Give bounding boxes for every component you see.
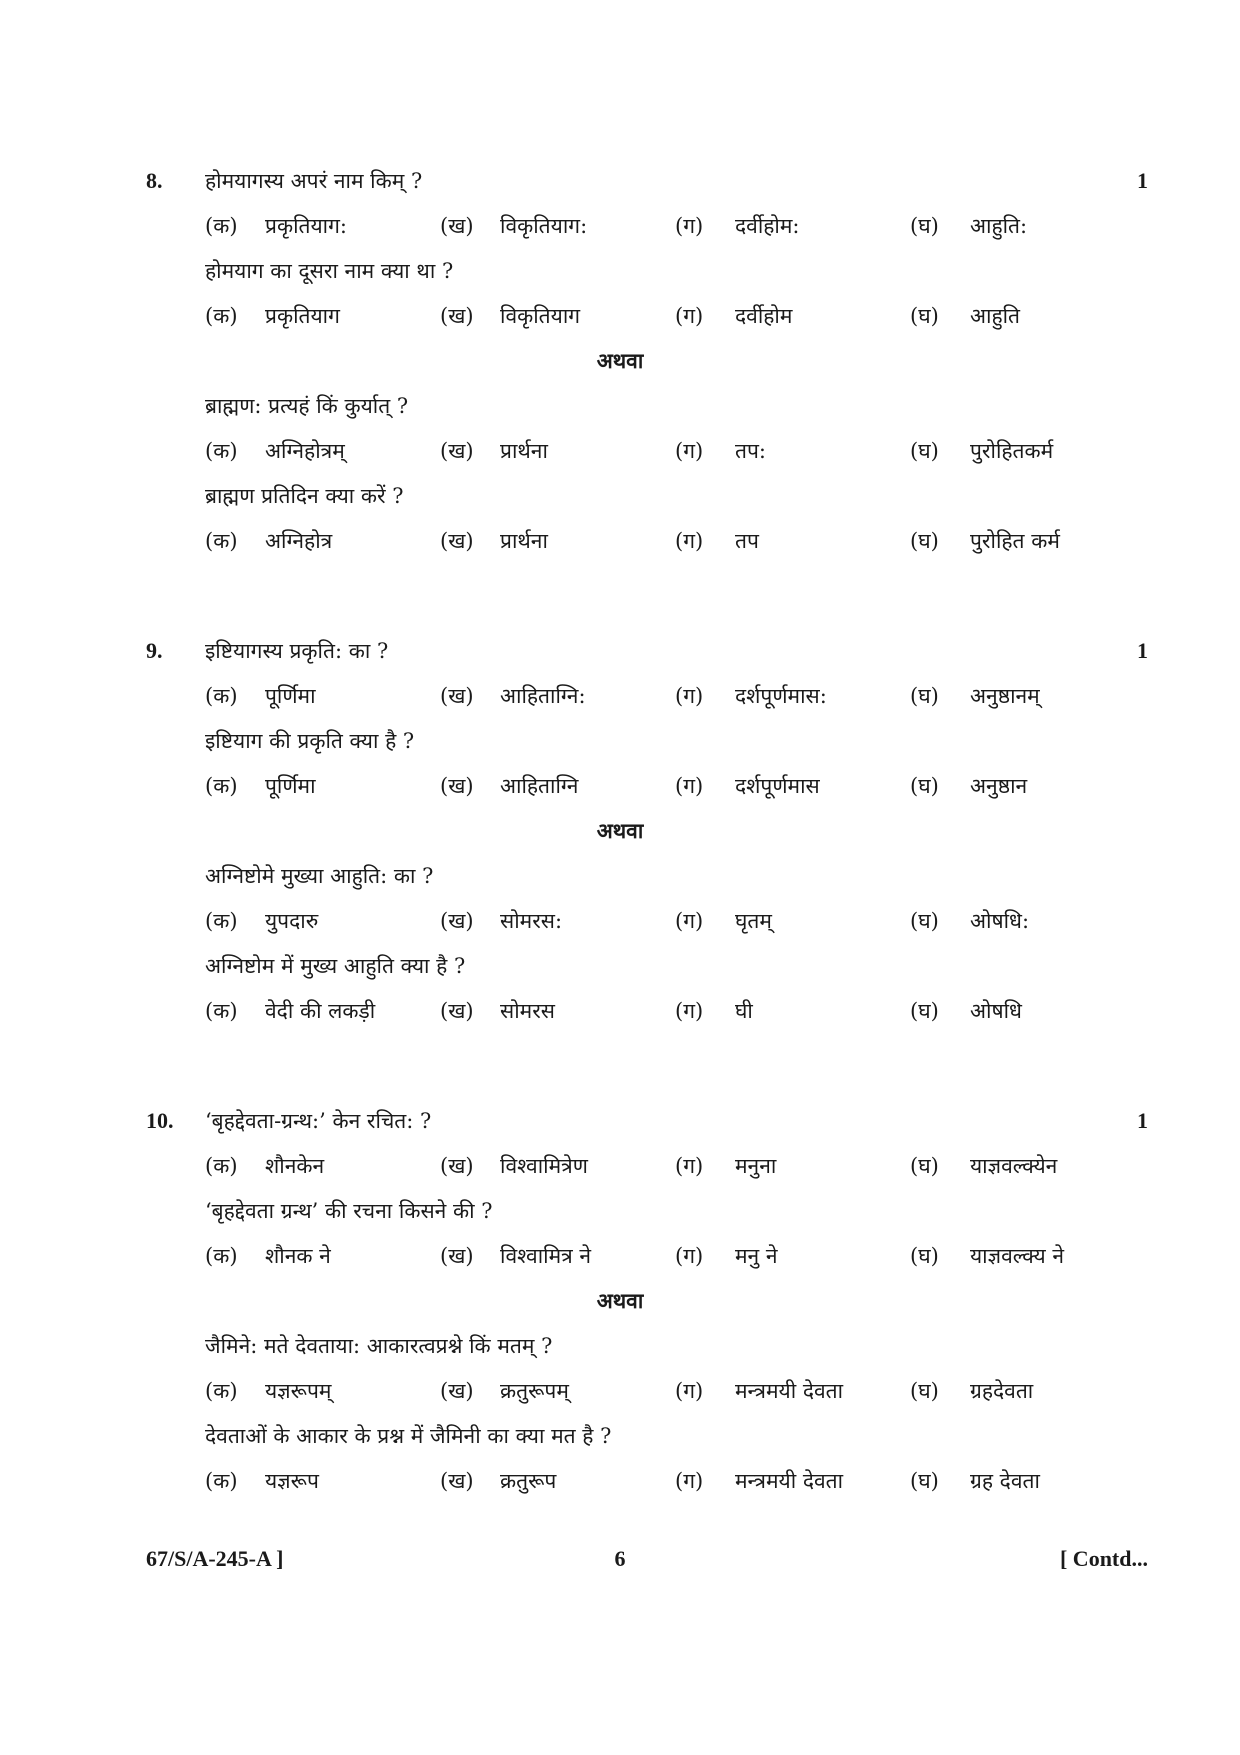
- option-ka: (क) युपदारु: [205, 909, 319, 933]
- option-kha: (ख) आहिताग्नि: [440, 774, 579, 798]
- alt-question-text-hindi: देवताओं के आकार के प्रश्न में जैमिनी का क्या मत है ?: [205, 1424, 612, 1448]
- option-gha: (घ) अनुष्ठानम्: [910, 684, 1040, 708]
- option-ga: (ग) मनुना: [675, 1154, 777, 1178]
- or-divider: अथवा: [596, 1288, 644, 1313]
- option-kha: (ख) विश्वामित्रेण: [440, 1154, 588, 1178]
- option-gha: (घ) आहुति:: [910, 214, 1028, 238]
- or-divider: अथवा: [596, 818, 644, 843]
- option-ka: (क) शौनक ने: [205, 1244, 331, 1268]
- alt-question-text-sanskrit: ब्राह्मण: प्रत्यहं किं कुर्यात् ?: [205, 394, 409, 418]
- option-ga: (ग) दर्शपूर्णमास: [675, 774, 820, 798]
- option-gha: (घ) याज्ञवल्क्येन: [910, 1154, 1058, 1178]
- options-hindi: [205, 1238, 1140, 1274]
- question-number: 9.: [146, 638, 163, 663]
- option-kha: (ख) क्रतुरूप: [440, 1469, 557, 1493]
- marks: 1: [1137, 638, 1148, 663]
- question-text-hindi: इष्टियाग की प्रकृति क्या है ?: [205, 729, 415, 753]
- question-number: 8.: [146, 168, 163, 193]
- paper-code: 67/S/A-245-A ]: [146, 1546, 284, 1571]
- option-gha: (घ) पुरोहित कर्म: [910, 529, 1060, 553]
- option-kha: (ख) सोमरस: [440, 999, 555, 1023]
- options-hindi: [205, 298, 1140, 334]
- option-gha: (घ) अनुष्ठान: [910, 774, 1028, 798]
- option-ga: (ग) तप:: [675, 439, 766, 463]
- question-text-sanskrit: इष्टियागस्य प्रकृति: का ?: [205, 639, 389, 663]
- options-hindi: [205, 768, 1140, 804]
- alt-options-hindi: [205, 993, 1140, 1029]
- option-gha: (घ) याज्ञवल्क्य ने: [910, 1244, 1064, 1268]
- option-kha: (ख) विकृतियाग: [440, 304, 581, 328]
- option-gha: (घ) ग्रहदेवता: [910, 1379, 1034, 1403]
- option-ka: (क) पूर्णिमा: [205, 774, 316, 798]
- option-ka: (क) शौनकेन: [205, 1154, 325, 1178]
- question-text-sanskrit: होमयागस्य अपरं नाम किम् ?: [205, 169, 423, 193]
- option-ka: (क) प्रकृतियाग: [205, 304, 340, 328]
- option-ga: (ग) घृतम्: [675, 909, 772, 933]
- option-ka: (क) प्रकृतियाग:: [205, 214, 348, 238]
- option-gha: (घ) ओषधि: [910, 999, 1022, 1023]
- option-ga: (ग) दर्शपूर्णमास:: [675, 684, 827, 708]
- question-number: 10.: [146, 1108, 174, 1133]
- option-kha: (ख) क्रतुरूपम्: [440, 1379, 569, 1403]
- alt-options-sanskrit: [205, 903, 1140, 939]
- option-kha: (ख) सोमरस:: [440, 909, 563, 933]
- option-ka: (क) यज्ञरूप: [205, 1469, 319, 1493]
- option-gha: (घ) पुरोहितकर्म: [910, 439, 1054, 463]
- option-kha: (ख) प्रार्थना: [440, 529, 548, 553]
- alt-options-sanskrit: [205, 1373, 1140, 1409]
- question-text-hindi: होमयाग का दूसरा नाम क्या था ?: [205, 259, 454, 283]
- question-text-hindi: ‘बृहद्देवता ग्रन्थ’ की रचना किसने की ?: [205, 1199, 493, 1223]
- page-number: 6: [614, 1546, 626, 1571]
- or-divider: अथवा: [596, 348, 644, 373]
- option-kha: (ख) विश्वामित्र ने: [440, 1244, 592, 1268]
- option-gha: (घ) ग्रह देवता: [910, 1469, 1040, 1493]
- option-gha: (घ) आहुति: [910, 304, 1021, 328]
- option-ga: (ग) मनु ने: [675, 1244, 778, 1268]
- marks: 1: [1137, 1108, 1148, 1133]
- marks: 1: [1137, 168, 1148, 193]
- option-ka: (क) अग्निहोत्रम्: [205, 439, 345, 463]
- alt-question-text-hindi: ब्राह्मण प्रतिदिन क्या करें ?: [205, 484, 404, 508]
- options-sanskrit: [205, 678, 1140, 714]
- options-sanskrit: [205, 1148, 1140, 1184]
- option-ga: (ग) मन्त्रमयी देवता: [675, 1379, 844, 1403]
- option-ga: (ग) दर्वीहोम: [675, 304, 793, 328]
- option-ka: (क) वेदी की लकड़ी: [205, 999, 376, 1023]
- option-kha: (ख) विकृतियाग:: [440, 214, 588, 238]
- option-ga: (ग) घी: [675, 999, 753, 1023]
- option-ga: (ग) दर्वीहोम:: [675, 214, 800, 238]
- page-footer: [0, 1541, 1240, 1577]
- option-ka: (क) यज्ञरूपम्: [205, 1379, 332, 1403]
- option-ga: (ग) मन्त्रमयी देवता: [675, 1469, 844, 1493]
- alt-options-sanskrit: [205, 433, 1140, 469]
- alt-question-text-sanskrit: जैमिने: मते देवताया: आकारत्वप्रश्ने किं मतम् ?: [205, 1334, 553, 1358]
- option-kha: (ख) प्रार्थना: [440, 439, 548, 463]
- alt-question-text-sanskrit: अग्निष्टोमे मुख्या आहुति: का ?: [205, 864, 434, 888]
- alt-options-hindi: [205, 523, 1140, 559]
- option-ka: (क) अग्निहोत्र: [205, 529, 333, 553]
- options-sanskrit: [205, 208, 1140, 244]
- option-ka: (क) पूर्णिमा: [205, 684, 316, 708]
- option-ga: (ग) तप: [675, 529, 759, 553]
- alt-question-text-hindi: अग्निष्टोम में मुख्य आहुति क्या है ?: [205, 954, 466, 978]
- option-gha: (घ) ओषधि:: [910, 909, 1030, 933]
- option-kha: (ख) आहिताग्नि:: [440, 684, 586, 708]
- question-text-sanskrit: ‘बृहद्देवता-ग्रन्थ:’ केन रचित: ?: [205, 1109, 432, 1133]
- continued-label: [ Contd...: [1059, 1546, 1148, 1571]
- alt-options-hindi: [205, 1463, 1140, 1499]
